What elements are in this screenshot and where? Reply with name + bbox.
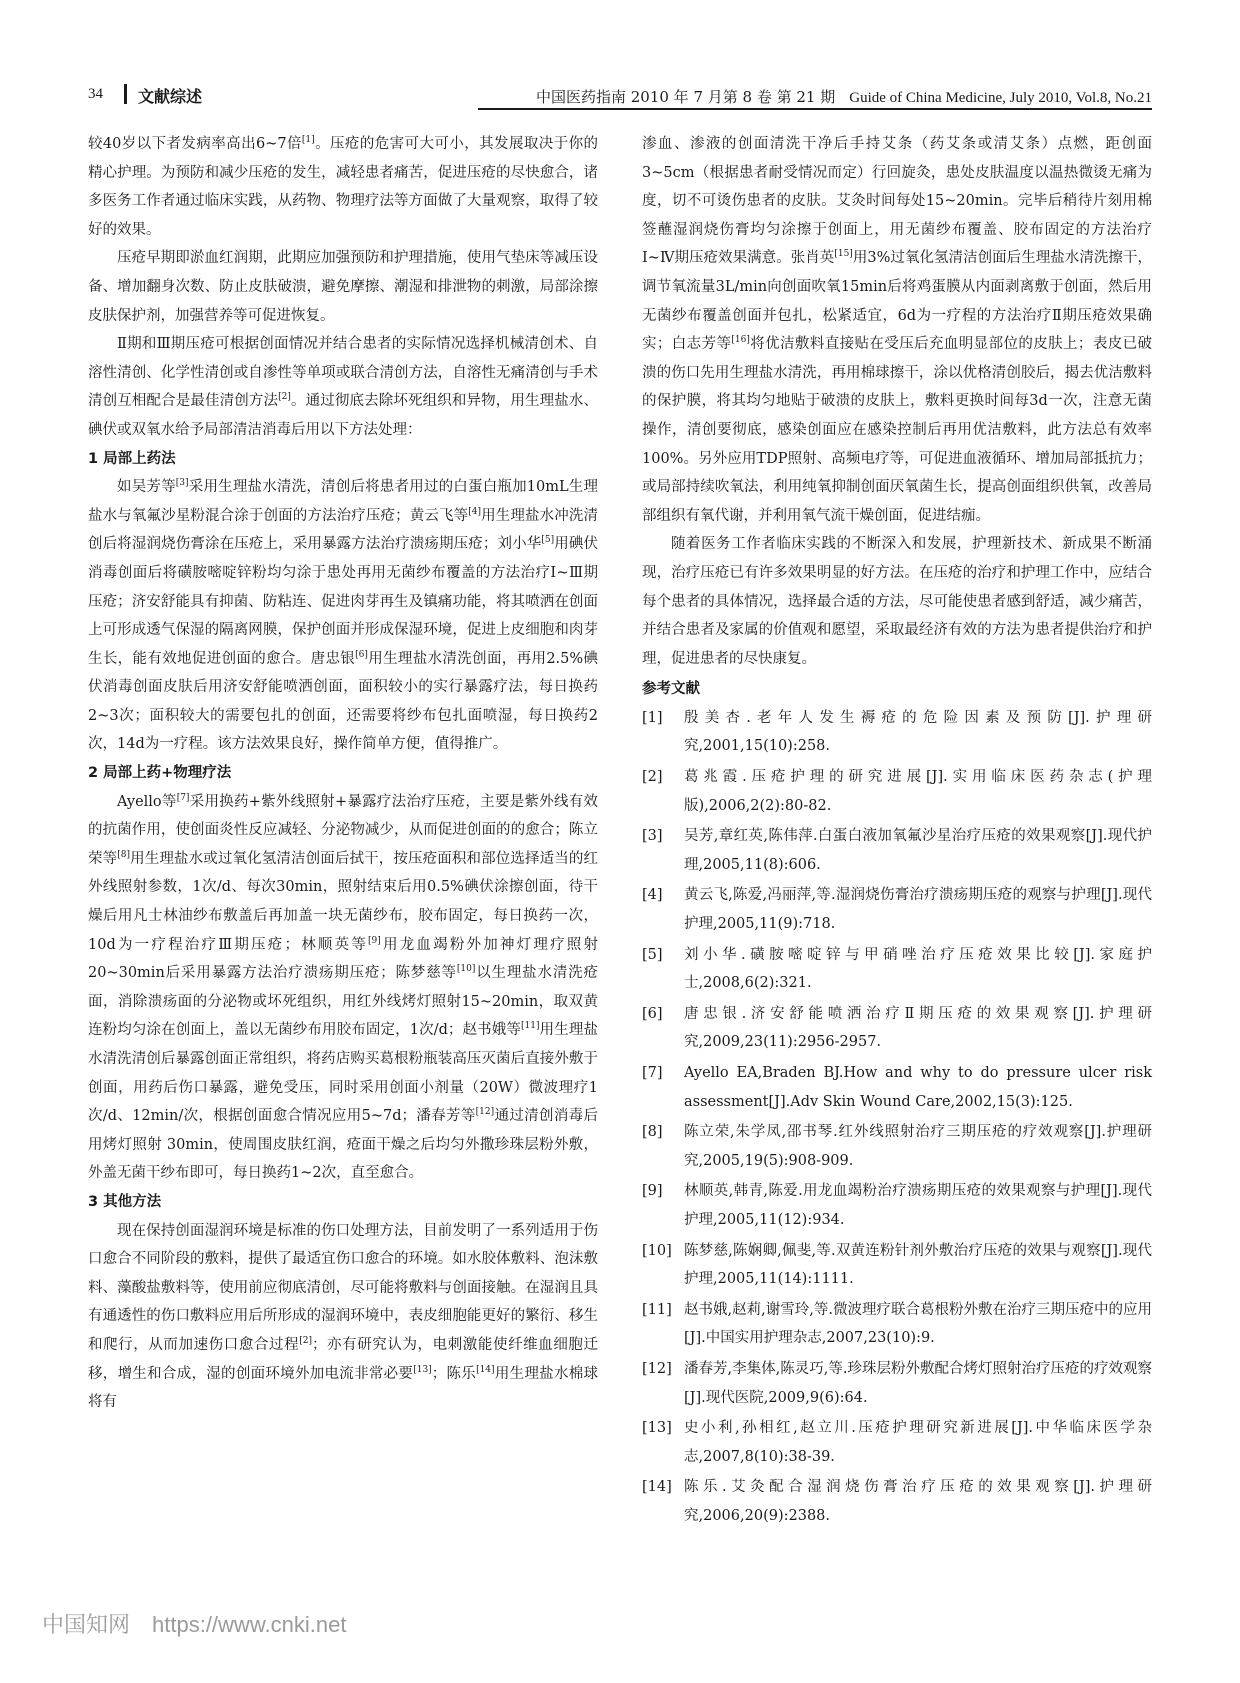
reference-number: [10] [642,1242,672,1259]
reference-item [642,1237,1152,1294]
citation: [7] [176,792,190,803]
reference-item [642,763,1152,820]
paragraph: Ⅱ期和Ⅲ期压疮可根据创面情况并结合患者的实际情况选择机械清创术、自溶性清创、化学性清创或自渗性等单项或联合清创方法，自溶性无痛清创与手术清创互相配合是最佳清创方法[2]。通过彻底去除坏死组织和异物，用生理盐水、碘伏或双氧水给予局部清洁消毒后用以下方法处理： [88,336,598,438]
paragraph: 随着医务工作者临床实践的不断深入和发展，护理新技术、新成果不断涌现，治疗压疮已有许多效果明显的好方法。在压疮的治疗和护理工作中，应结合每个患者的具体情况，选择最合适的方法，尽可能使患者感到舒适，减少痛苦，并结合患者及家属的价值观和愿望，采取最经济有效的方法为患者提供治疗和护理，促进患者的尽快康复。 [642,536,1152,667]
reference-number: [3] [642,828,663,845]
reference-item [642,1355,1152,1412]
citation: [6] [355,649,368,660]
reference-number: [1] [642,709,663,726]
reference-item [642,1059,1152,1116]
journal-name-cn: 中国医药指南 2010 年 7 月第 8 卷 第 21 期 [535,88,836,106]
journal-name-en: Guide of China Medicine, July 2010, Vol.8, No.21 [849,90,1152,106]
citation: [4] [468,506,481,517]
citation: [12] [475,1107,495,1118]
reference-text: 潘春芳,李集体,陈灵巧,等.珍珠层粉外敷配合烤灯照射治疗压疮的疗效观察[J].现代医院,2009,9(6):64. [684,1360,1152,1406]
citation: [9] [368,935,381,946]
citation: [10] [456,964,476,975]
citation: [2] [278,392,291,403]
reference-text: 林顺英,韩青,陈爱.用龙血竭粉治疗溃疡期压疮的效果观察与护理[J].现代护理,2005,11(12):934. [684,1183,1152,1228]
reference-text: 葛兆霞.压疮护理的研究进展[J].实用临床医药杂志(护理版),2006,2(2):80-82. [684,769,1152,814]
section-heading: 1 局部上药法 [88,450,176,467]
reference-item [642,881,1152,938]
reference-text: 吴芳,章红英,陈伟萍.白蛋白液加氧氟沙星治疗压疮的效果观察[J].现代护理,2005,11(8):606. [684,828,1152,873]
right-column [642,130,1152,1533]
reference-text: 唐忠银.济安舒能喷洒治疗Ⅱ期压疮的效果观察[J].护理研究,2009,23(11):2956-2957. [684,1005,1152,1051]
reference-text: 赵书娥,赵莉,谢雪玲,等.微波理疗联合葛根粉外敷在治疗三期压疮中的应用[J].中国实用护理杂志,2007,23(10):9. [684,1301,1152,1347]
reference-text: 陈立荣,朱学凤,邵书琴.红外线照射治疗三期压疮的疗效观察[J].护理研究,2005,19(5):908-909. [684,1124,1152,1169]
citation: [13] [413,1364,432,1375]
reference-text: 史小利,孙相红,赵立川.压疮护理研究新进展[J].中华临床医学杂志,2007,8(10):38-39. [684,1420,1152,1465]
reference-text: 殷美杏.老年人发生褥疮的危险因素及预防[J].护理研究,2001,15(10):258. [684,709,1152,755]
reference-text: 陈乐.艾灸配合湿润烧伤膏治疗压疮的效果观察[J].护理研究,2006,20(9):2388. [684,1479,1152,1524]
citation: [16] [731,335,750,346]
reference-item [642,1414,1152,1471]
paragraph: 如吴芳等[3]采用生理盐水清洗，清创后将患者用过的白蛋白瓶加10mL生理盐水与氧氟沙星粉混合涂于创面的方法治疗压疮；黄云飞等[4]用生理盐水冲洗清创后将湿润烧伤膏涂在压疮上，采用暴露方法治疗溃疡期压疮；刘小华[5]用碘伏消毒创面后将磺胺嘧啶锌粉均匀涂于患处再用无菌纱布覆盖的方法治疗Ⅰ~Ⅲ期压疮；济安舒能具有抑菌、防粘连、促进肉芽再生及镇痛功能，将其喷洒在创面上可形成透气保湿的隔离网膜，保护创面并形成保湿环境，促进上皮细胞和肉芽生长，能有效地促进创面的愈合。唐忠银[6]用生理盐水清洗创面，再用2.5%碘伏消毒创面皮肤后用济安舒能喷洒创面，面积较小的实行暴露疗法，每日换药2~3次；面积较大的需要包扎的创面，还需要将纱布包扎面喷湿，每日换药2次，14d为一疗程。该方法效果良好，操作简单方便，值得推广。 [88,478,599,753]
reference-item [642,1177,1152,1234]
citation: [8] [117,850,130,861]
reference-number: [14] [642,1479,672,1496]
reference-number: [6] [642,1005,663,1022]
citation: [5] [541,535,555,546]
header-divider [124,84,127,104]
reference-number: [7] [642,1065,663,1081]
journal-info [536,86,1152,107]
paragraph: 较40岁以下者发病率高出6~7倍[1]。压疮的危害可大可小，其发展取决于你的精心护理。为预防和减少压疮的发生，减轻患者痛苦，促进压疮的尽快愈合，诸多医务工作者通过临床实践，从药物、物理疗法等方面做了大量观察，取得了较好的效果。 [88,135,599,238]
reference-item [642,1118,1152,1175]
paragraph: 压疮早期即淤血红润期，此期应加强预防和护理措施，使用气垫床等减压设备、增加翻身次数、防止皮肤破溃，避免摩擦、潮湿和排泄物的刺激，局部涂擦皮肤保护剂，加强营养等可促进恢复。 [88,250,598,324]
reference-item [642,704,1152,761]
reference-item [642,1296,1152,1353]
reference-number: [12] [642,1360,672,1377]
cnki-logo: 中国知网 [42,1613,131,1638]
reference-number: [13] [642,1420,672,1437]
citation: [15] [834,249,853,260]
reference-number: [8] [642,1124,663,1141]
page-footer [42,1608,346,1639]
references-heading: 参考文献 [642,681,700,698]
reference-item [642,1000,1152,1057]
reference-number: [2] [642,769,663,786]
page-header [88,80,1152,110]
source-url[interactable]: https://www.cnki.net [152,1612,347,1637]
paragraph: Ayello等[7]采用换药+紫外线照射+暴露疗法治疗压疮，主要是紫外线有效的抗菌作用，使创面炎性反应减轻、分泌物减少，从而促进创面的的愈合；陈立荣等[8]用生理盐水或过氧化氢清洁创面后拭干，按压疮面积和部位选择适当的红外线照射参数，1次/d、每次30min，照射结束后用0.5%碘伏涂擦创面，待干燥后用凡士林油纱布敷盖后再加盖一块无菌纱布，胶布固定，每日换药一次，10d为一疗程治疗Ⅲ期压疮；林顺英等[9]用龙血竭粉外加神灯理疗照射20~30min后采用暴露方法治疗溃疡期压疮；陈梦慈等[10]以生理盐水清洗疮面，消除溃疡面的分泌物或坏死组织，用红外线烤灯照射15~20min，取双黄连粉均匀涂在创面上，盖以无菌纱布用胶布固定，1次/d；赵书娥等[11]用生理盐水清洗清创后暴露创面正常组织，将药店购买葛根粉瓶装高压灭菌后直接外敷于创面，用药后伤口暴露，避免受压，同时采用创面小剂量（20W）微波理疗1次/d、12min/次，根据创面愈合情况应用5~7d；潘春芳等[12]通过清创消毒后用烤灯照射 30min，使周围皮肤红润，疮面干燥之后均匀外撒珍珠层粉外敷，外盖无菌干纱布即可，每日换药1~2次，直至愈合。 [88,792,599,1182]
reference-number: [5] [642,946,663,963]
page-number: 34 [88,86,103,102]
reference-item [642,1473,1152,1530]
reference-text: 刘小华.磺胺嘧啶锌与甲硝唑治疗压疮效果比较[J].家庭护士,2008,6(2):321. [684,946,1152,992]
reference-list [642,704,1152,1531]
reference-number: [9] [642,1183,663,1200]
left-column [88,130,598,1417]
section-heading: 3 其他方法 [88,1193,162,1210]
citation: [14] [476,1364,495,1375]
header-rule [478,108,1152,110]
reference-number: [4] [642,887,663,904]
reference-text: 陈梦慈,陈娴卿,佩斐,等.双黄连粉针剂外敷治疗压疮的效果与观察[J].现代护理,2005,11(14):1111. [684,1242,1152,1288]
reference-number: [11] [642,1301,672,1318]
citation: [11] [521,1021,540,1032]
reference-text: 黄云飞,陈爱,冯丽萍,等.湿润烧伤膏治疗溃疡期压疮的观察与护理[J].现代护理,2005,11(9):718. [684,887,1152,933]
reference-item [642,941,1152,998]
reference-text: Ayello EA,Braden BJ.How and why to do pressure ulcer risk assessment[J].Adv Skin Wound Care,2002,15(3):125. [684,1065,1152,1110]
section-heading: 2 局部上药+物理疗法 [88,765,232,782]
citation: [2] [299,1336,312,1347]
citation: [1] [301,135,315,146]
paragraph: 现在保持创面湿润环境是标准的伤口处理方法，目前发明了一系列适用于伤口愈合不同阶段的敷料，提供了最适宜伤口愈合的环境。如水胶体敷料、泡沫敷料、藻酸盐敷料等，使用前应彻底清创，尽可能将敷料与创面接触。在湿润且具有通透性的伤口敷料应用后所形成的湿润环境中，表皮细胞能更好的繁衍、移生和爬行，从而加速伤口愈合过程[2]；亦有研究认为，电刺激能使纤维血细胞迁移，增生和合成，湿的创面环境外加电流非常必要[13]；陈乐[14]用生理盐水棉球将有 [88,1222,599,1411]
section-label: 文献综述 [138,87,203,106]
reference-item [642,822,1152,879]
paragraph: 渗血、渗液的创面清洗干净后手持艾条（药艾条或清艾条）点燃，距创面3~5cm（根据患者耐受情况而定）行回旋灸，患处皮肤温度以温热微烫无痛为度，切不可烫伤患者的皮肤。艾灸时间每处15~20min。完毕后稍待片刻用棉签蘸湿润烧伤膏均匀涂擦于创面上，用无菌纱布覆盖、胶布固定的方法治疗Ⅰ~Ⅳ期压疮效果满意。张肖英[15]用3%过氧化氢清洁创面后生理盐水清洗擦干，调节氧流量3L/min向创面吹氧15min后将鸡蛋膜从内面剥离敷于创面，然后用无菌纱布覆盖创面并包扎，松紧适宜，6d为一疗程的方法治疗Ⅱ期压疮效果确实；白志芳等[16]将优洁敷料直接贴在受压后充血明显部位的皮肤上；表皮已破溃的伤口先用生理盐水清洗，再用棉球擦干，涂以优格清创胶后，揭去优洁敷料的保护膜，将其均匀地贴于破溃的皮肤上，敷料更换时间每3d一次，注意无菌操作，清创要彻底，感染创面应在感染控制后再用优洁敷料，此方法总有效率100%。另外应用TDP照射、高频电疗等，可促进血液循环、增加局部抵抗力；或局部持续吹氧法，利用纯氧抑制创面厌氧菌生长，提高创面组织供氧，改善局部组织有氧代谢，并利用氧气流干燥创面，促进结痂。 [642,136,1153,524]
citation: [3] [175,478,189,489]
